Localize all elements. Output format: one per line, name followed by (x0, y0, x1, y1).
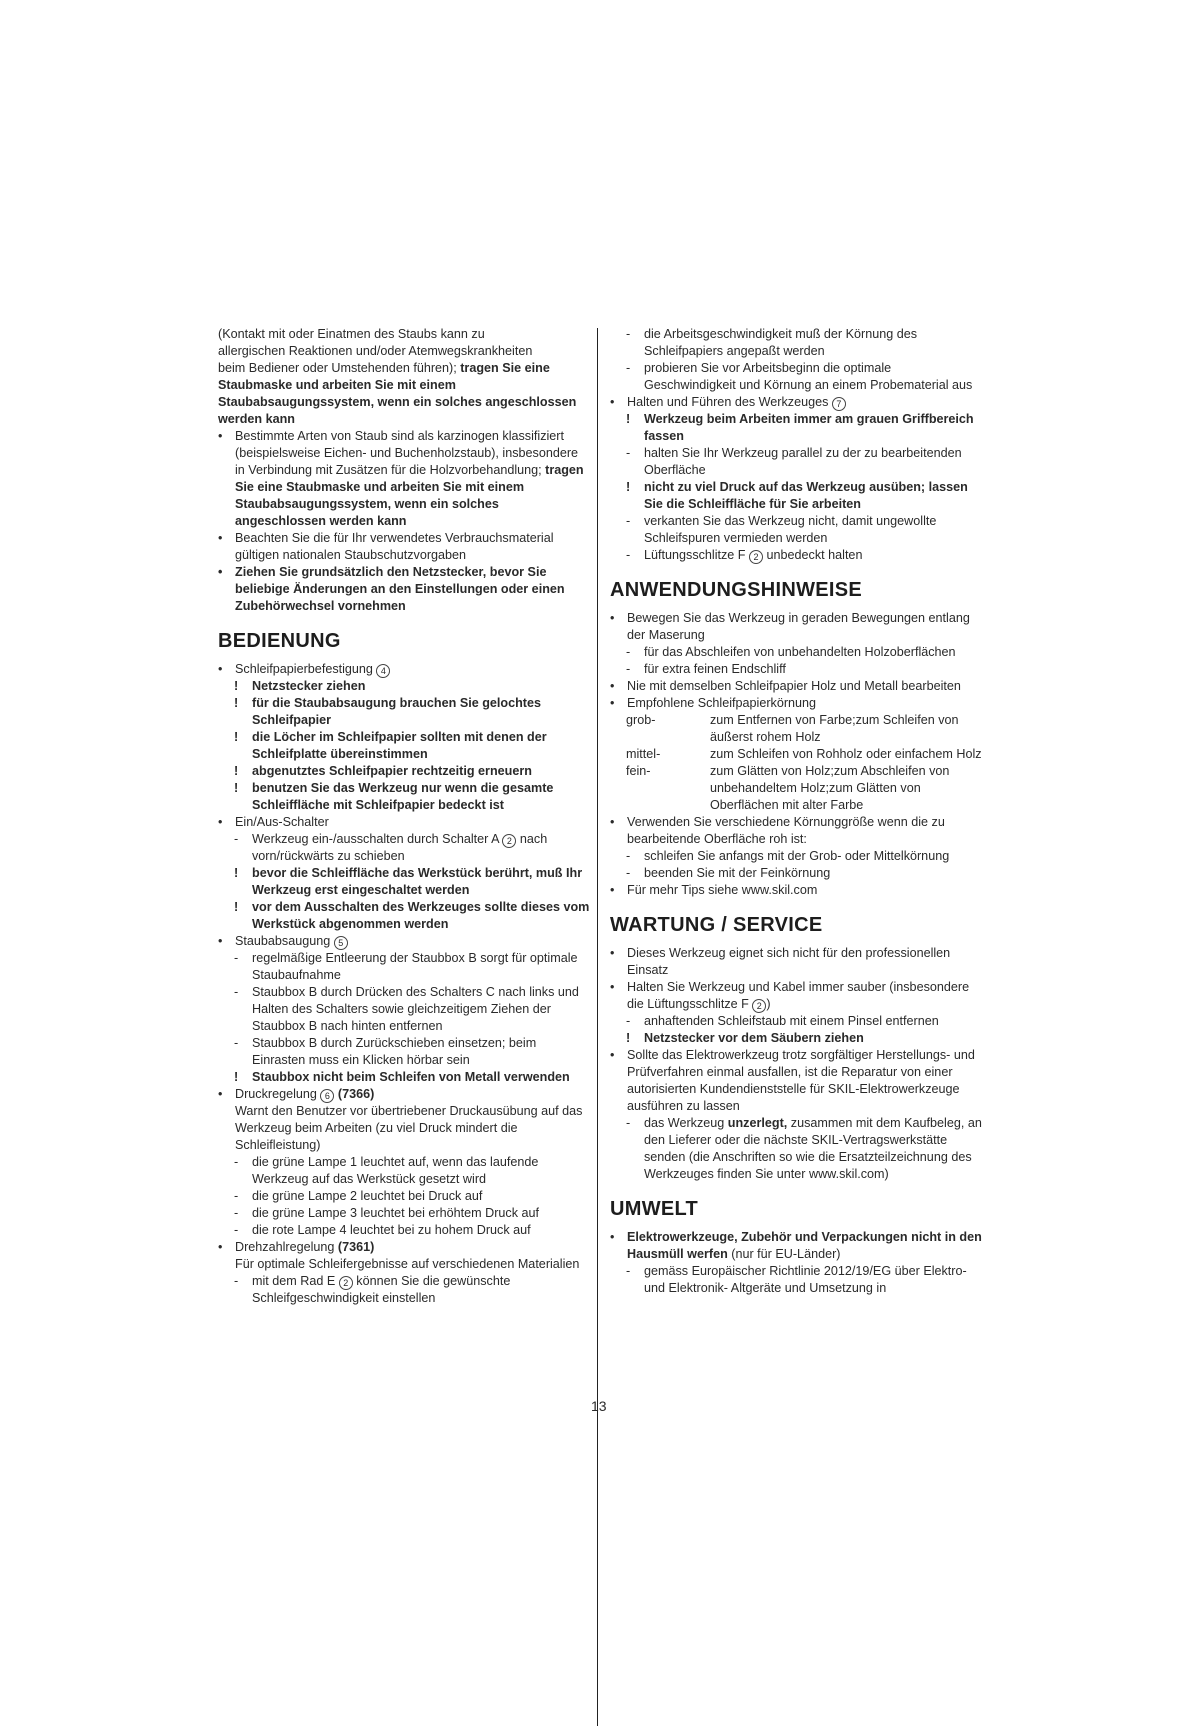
list-item (610, 695, 984, 712)
dash-item (610, 360, 984, 394)
item-text: die grüne Lampe 3 leuchtet bei erhöhtem Druck auf (252, 1206, 540, 1220)
item-text: ) (766, 997, 771, 1011)
item-text: Staubabsaugung (235, 934, 331, 948)
list-item (218, 428, 590, 530)
bullet-icon: • (218, 1240, 223, 1254)
grain-value: zum Entfernen von Farbe;zum Schleifen von äußerst rohem Holz (710, 713, 959, 744)
exclamation-icon: ! (234, 696, 239, 710)
dash-icon: - (234, 1189, 239, 1203)
item-warning: für die Staubabsaugung brauchen Sie gelochtes Schleifpapier (252, 696, 542, 727)
item-text: für extra feinen Endschliff (644, 662, 786, 676)
intro-paragraph (218, 326, 590, 428)
bullet-icon: • (610, 1230, 615, 1244)
column-divider (597, 328, 598, 1726)
figure-ref-icon: 2 (502, 834, 516, 848)
dash-item (218, 1154, 590, 1188)
item-text: Drehzahlregelung (235, 1240, 335, 1254)
dash-item (218, 1222, 590, 1239)
grain-value: zum Glätten von Holz;zum Abschleifen von unbehandeltem Holz;zum Glätten von Oberflächen mit alter Farbe (710, 764, 950, 812)
grain-key: grob- (626, 713, 656, 727)
figure-ref-icon: 6 (320, 1089, 334, 1103)
grain-row (610, 763, 984, 814)
bullet-icon: • (610, 696, 615, 710)
bullet-icon: • (218, 662, 223, 676)
exclamation-icon: ! (234, 764, 239, 778)
dash-icon: - (234, 985, 239, 999)
figure-ref-icon: 2 (752, 999, 766, 1013)
dash-icon: - (234, 1036, 239, 1050)
dash-icon: - (234, 1206, 239, 1220)
item-text: halten Sie Ihr Werkzeug parallel zu der zu bearbeitenden Oberfläche (644, 446, 962, 477)
grain-value: zum Schleifen von Rohholz oder einfachem Holz (710, 747, 982, 761)
section-heading-bedienung: BEDIENUNG (218, 630, 341, 652)
item-text: mit dem Rad E (252, 1274, 336, 1288)
dash-icon: - (626, 1264, 631, 1278)
model-number: (7361) (337, 1240, 375, 1254)
item-text: Sollte das Elektrowerkzeug trotz sorgfältiger Herstellungs- und Prüfverfahren einmal ausfallen, ist die Reparatur von einer autorisierten Kundendienststelle für SKIL-Elektrowerkzeuge ausführen zu lassen (627, 1048, 975, 1113)
bullet-icon: • (218, 934, 223, 948)
item-text: nach vorn/rückwärts zu schieben (252, 832, 548, 863)
item-text: Lüftungsschlitze F (644, 548, 746, 562)
dash-item (218, 1205, 590, 1222)
left-column (218, 326, 590, 1307)
bullet-icon: • (218, 815, 223, 829)
item-text: die Arbeitsgeschwindigkeit muß der Körnung des Schleifpapiers angepaßt werden (644, 327, 918, 358)
dash-item (610, 644, 984, 661)
dash-icon: - (626, 662, 631, 676)
dash-icon: - (626, 866, 631, 880)
item-emphasis: unzerlegt, (727, 1116, 788, 1130)
section-heading-wartung: WARTUNG / SERVICE (610, 914, 823, 936)
item-warning: bevor die Schleiffläche das Werkstück berührt, muß Ihr Werkzeug erst eingeschaltet werden (252, 866, 583, 897)
bullet-icon: • (610, 1048, 615, 1062)
figure-ref-icon: 2 (749, 550, 763, 564)
dash-item (610, 513, 984, 547)
exclamation-icon: ! (626, 1031, 631, 1045)
item-warning: Staubbox nicht beim Schleifen von Metall verwenden (252, 1070, 570, 1084)
figure-ref-icon: 2 (339, 1276, 353, 1290)
item-warning: vor dem Ausschalten des Werkzeuges sollte dieses vom Werkstück abgenommen werden (252, 900, 590, 931)
item-warning: nicht zu viel Druck auf das Werkzeug ausüben; lassen Sie die Schleiffläche für Sie arbeiten (644, 480, 968, 511)
item-warning: abgenutztes Schleifpapier rechtzeitig erneuern (252, 764, 532, 778)
dash-icon: - (626, 446, 631, 460)
item-text: die grüne Lampe 2 leuchtet bei Druck auf (252, 1189, 483, 1203)
right-column (610, 326, 984, 1297)
warning-item (610, 479, 984, 513)
item-text: Warnt den Benutzer vor übertriebener Druckausübung auf das Werkzeug beim Arbeiten (zu viel Druck mindert die Schleifleistung) (235, 1104, 583, 1152)
item-text: Halten und Führen des Werkzeuges (627, 395, 829, 409)
list-item (218, 661, 590, 678)
list-item (218, 530, 590, 564)
item-text: Dieses Werkzeug eignet sich nicht für den professionellen Einsatz (627, 946, 951, 977)
warning-item (218, 899, 590, 933)
bullet-icon: • (610, 611, 615, 625)
list-item (610, 678, 984, 695)
list-item (610, 945, 984, 979)
exclamation-icon: ! (234, 730, 239, 744)
warning-item (218, 678, 590, 695)
item-text: Beachten Sie die für Ihr verwendetes Verbrauchsmaterial gültigen nationalen Staubschutzvorgaben (235, 531, 554, 562)
intro-line: beim Bediener oder Umstehenden führen); (218, 361, 457, 375)
dash-icon: - (234, 1155, 239, 1169)
item-text: Für optimale Schleifergebnisse auf verschiedenen Materialien (235, 1257, 580, 1271)
item-warning: Ziehen Sie grundsätzlich den Netzstecker, bevor Sie beliebige Änderungen an den Einstellungen oder einen Zubehörwechsel vornehmen (235, 565, 565, 613)
dash-item (218, 1188, 590, 1205)
bullet-icon: • (610, 883, 615, 897)
dash-item (218, 831, 590, 865)
item-text: (nur für EU-Länder) (731, 1247, 841, 1261)
warning-item (218, 729, 590, 763)
item-text: Bestimmte Arten von Staub sind als karzinogen klassifiziert (beispielsweise Eichen- und Buchenholzstaub), insbesondere in Verbindung mit Zusätzen für die Holzvorbehandlung; (235, 429, 579, 477)
item-text: zusammen mit dem Kaufbeleg, an den Lieferer oder die nächste SKIL-Vertragswerkstätte senden (die Anschriften so wie die Ersatzteilzeichnung des Werkzeuges finden Sie unter www.skil.com) (644, 1116, 982, 1181)
item-warning: tragen Sie eine Staubmaske und arbeiten Sie mit einem Staubabsaugungssystem, wenn ein solches angeschlossen werden kann (235, 463, 584, 528)
item-text: beenden Sie mit der Feinkörnung (644, 866, 831, 880)
exclamation-icon: ! (626, 412, 631, 426)
list-item (218, 814, 590, 831)
bullet-icon: • (218, 1087, 223, 1101)
section-heading-umwelt: UMWELT (610, 1198, 699, 1220)
dash-item (218, 1273, 590, 1307)
item-text: anhaftenden Schleifstaub mit einem Pinsel entfernen (644, 1014, 939, 1028)
item-text: Werkzeug ein-/ausschalten durch Schalter A (252, 832, 499, 846)
item-text: die rote Lampe 4 leuchtet bei zu hohem Druck auf (252, 1223, 531, 1237)
list-item (218, 1239, 590, 1273)
item-text: Verwenden Sie verschiedene Körnunggröße wenn die zu bearbeitende Oberfläche roh ist: (627, 815, 945, 846)
item-text: unbedeckt halten (766, 548, 863, 562)
warning-item (218, 865, 590, 899)
figure-ref-icon: 4 (376, 664, 390, 678)
grain-row (610, 712, 984, 746)
figure-ref-icon: 5 (334, 936, 348, 950)
item-text: können Sie die gewünschte Schleifgeschwindigkeit einstellen (252, 1274, 511, 1305)
dash-icon: - (626, 361, 631, 375)
item-text: Empfohlene Schleifpapierkörnung (627, 696, 817, 710)
dash-icon: - (626, 1116, 631, 1130)
dash-item (610, 661, 984, 678)
dash-icon: - (234, 1274, 239, 1288)
intro-warning: tragen Sie eine Staubmaske und arbeiten Sie mit einem Staubabsaugungssystem, wenn ein solches angeschlossen werden kann (218, 361, 577, 426)
dash-item (610, 547, 984, 564)
bullet-icon: • (610, 946, 615, 960)
warning-item (218, 1069, 590, 1086)
warning-item (218, 780, 590, 814)
item-warning: Werkzeug beim Arbeiten immer am grauen Griffbereich fassen (644, 412, 974, 443)
item-text: gemäss Europäischer Richtlinie 2012/19/EG über Elektro- und Elektronik- Altgeräte und Umsetzung in (644, 1264, 967, 1295)
item-text: verkanten Sie das Werkzeug nicht, damit ungewollte Schleifspuren vermieden werden (644, 514, 937, 545)
page-number: 13 (591, 1398, 607, 1414)
exclamation-icon: ! (234, 866, 239, 880)
dash-item (218, 1035, 590, 1069)
grain-row (610, 746, 984, 763)
dash-icon: - (234, 832, 239, 846)
list-item (610, 610, 984, 644)
item-text: Für mehr Tips siehe www.skil.com (627, 883, 818, 897)
bullet-icon: • (610, 395, 615, 409)
dash-icon: - (626, 548, 631, 562)
dash-icon: - (234, 1223, 239, 1237)
dash-item (610, 1263, 984, 1297)
list-item (610, 882, 984, 899)
list-item (610, 1229, 984, 1263)
dash-item (610, 1013, 984, 1030)
list-item (218, 564, 590, 615)
item-text: für das Abschleifen von unbehandelten Holzoberflächen (644, 645, 956, 659)
item-text: schleifen Sie anfangs mit der Grob- oder Mittelkörnung (644, 849, 950, 863)
dash-item (610, 848, 984, 865)
item-text: Nie mit demselben Schleifpapier Holz und Metall bearbeiten (627, 679, 961, 693)
dash-item (610, 326, 984, 360)
bullet-icon: • (610, 980, 615, 994)
dash-icon: - (234, 951, 239, 965)
warning-item (218, 763, 590, 780)
bullet-icon: • (218, 429, 223, 443)
item-text: Staubbox B durch Drücken des Schalters C nach links und Halten des Schalters sowie gleichzeitigem Ziehen der Staubbox B nach hinten entfernen (252, 985, 579, 1033)
item-text: das Werkzeug (644, 1116, 725, 1130)
item-text: Ein/Aus-Schalter (235, 815, 329, 829)
figure-ref-icon: 7 (832, 397, 846, 411)
item-warning: Netzstecker vor dem Säubern ziehen (644, 1031, 864, 1045)
grain-key: mittel- (626, 747, 661, 761)
intro-line: allergischen Reaktionen und/oder Atemwegskrankheiten (218, 344, 533, 358)
grain-key: fein- (626, 764, 651, 778)
warning-item (218, 695, 590, 729)
list-item (218, 1086, 590, 1154)
dash-item (218, 984, 590, 1035)
list-item (218, 933, 590, 950)
item-text: Bewegen Sie das Werkzeug in geraden Bewegungen entlang der Maserung (627, 611, 970, 642)
dash-icon: - (626, 1014, 631, 1028)
exclamation-icon: ! (234, 679, 239, 693)
intro-line: (Kontakt mit oder Einatmen des Staubs kann zu (218, 327, 485, 341)
item-text: probieren Sie vor Arbeitsbeginn die optimale Geschwindigkeit und Körnung an einem Probematerial aus (644, 361, 973, 392)
exclamation-icon: ! (234, 1070, 239, 1084)
list-item (610, 979, 984, 1013)
dash-icon: - (626, 514, 631, 528)
item-text: Staubbox B durch Zurückschieben einsetzen; beim Einrasten muss ein Klicken hörbar sein (252, 1036, 537, 1067)
item-warning: Elektrowerkzeuge, Zubehör und Verpackungen nicht in den Hausmüll werfen (627, 1230, 982, 1261)
dash-item (610, 445, 984, 479)
item-text: regelmäßige Entleerung der Staubbox B sorgt für optimale Staubaufnahme (252, 951, 578, 982)
warning-item (610, 1030, 984, 1047)
dash-icon: - (626, 645, 631, 659)
item-warning: Netzstecker ziehen (252, 679, 366, 693)
list-item (610, 394, 984, 411)
item-warning: benutzen Sie das Werkzeug nur wenn die gesamte Schleiffläche mit Schleifpapier bedeckt ist (252, 781, 554, 812)
item-text: Schleifpapierbefestigung (235, 662, 373, 676)
item-text: Druckregelung (235, 1087, 317, 1101)
exclamation-icon: ! (626, 480, 631, 494)
warning-item (610, 411, 984, 445)
dash-item (610, 1115, 984, 1183)
bullet-icon: • (610, 679, 615, 693)
bullet-icon: • (218, 531, 223, 545)
item-text: die grüne Lampe 1 leuchtet auf, wenn das laufende Werkzeug auf das Werkstück gesetzt wird (252, 1155, 539, 1186)
dash-item (218, 950, 590, 984)
dash-icon: - (626, 327, 631, 341)
dash-item (610, 865, 984, 882)
section-heading-anwendungshinweise: ANWENDUNGSHINWEISE (610, 579, 863, 601)
dash-icon: - (626, 849, 631, 863)
list-item (610, 1047, 984, 1115)
exclamation-icon: ! (234, 900, 239, 914)
item-text: Halten Sie Werkzeug und Kabel immer sauber (insbesondere die Lüftungsschlitze F (627, 980, 970, 1011)
item-warning: die Löcher im Schleifpapier sollten mit denen der Schleifplatte übereinstimmen (252, 730, 547, 761)
model-number: (7366) (337, 1087, 375, 1101)
list-item (610, 814, 984, 848)
exclamation-icon: ! (234, 781, 239, 795)
bullet-icon: • (610, 815, 615, 829)
bullet-icon: • (218, 565, 223, 579)
